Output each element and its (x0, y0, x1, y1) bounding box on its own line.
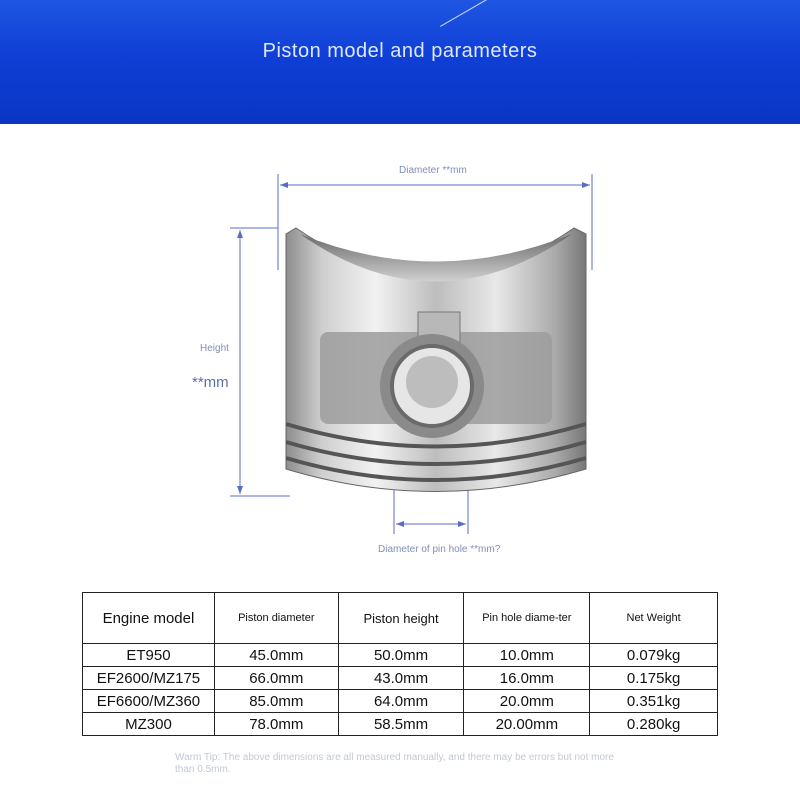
table-cell: ET950 (83, 644, 215, 667)
header-banner (0, 0, 800, 124)
piston-spec-table (82, 592, 718, 736)
piston-body (286, 228, 586, 492)
banner-light-streak (440, 0, 501, 27)
table-cell: 66.0mm (214, 667, 338, 690)
table-cell: 0.079kg (590, 644, 718, 667)
table-cell: 50.0mm (338, 644, 464, 667)
table-cell: 0.351kg (590, 690, 718, 713)
table-cell: 16.0mm (464, 667, 590, 690)
header-net-weight: Net Weight (590, 593, 718, 644)
table-cell: 85.0mm (214, 690, 338, 713)
table-cell: 20.00mm (464, 713, 590, 736)
table-cell: 10.0mm (464, 644, 590, 667)
table-cell: 64.0mm (338, 690, 464, 713)
header-engine-model: Engine model (83, 593, 215, 644)
pin-hole-label: Diameter of pin hole **mm? (378, 544, 501, 555)
table-row (83, 713, 718, 736)
table-cell: 45.0mm (214, 644, 338, 667)
header-piston-diameter: Piston diameter (214, 593, 338, 644)
table-cell: 78.0mm (214, 713, 338, 736)
header-piston-height: Piston height (338, 593, 464, 644)
page-title: Piston model and parameters (262, 40, 538, 62)
table-cell: 0.280kg (590, 713, 718, 736)
warm-tip: Warm Tip: The above dimensions are all measured manually, and there may be errors but not more than 0.5mm. (175, 752, 614, 775)
height-label: Height (200, 343, 229, 354)
table-cell: MZ300 (83, 713, 215, 736)
table-cell: EF2600/MZ175 (83, 667, 215, 690)
diameter-label: Diameter **mm (399, 165, 467, 176)
table-cell: 0.175kg (590, 667, 718, 690)
height-value: **mm (192, 374, 229, 391)
table-cell: 20.0mm (464, 690, 590, 713)
header-pin-hole-diameter: Pin hole diame-ter (464, 593, 590, 644)
table-cell: 58.5mm (338, 713, 464, 736)
table-header-row (83, 593, 718, 644)
table-row (83, 644, 718, 667)
table-row (83, 667, 718, 690)
piston-illustration (0, 124, 800, 584)
table-row (83, 690, 718, 713)
table-cell: EF6600/MZ360 (83, 690, 215, 713)
piston-diagram (0, 124, 800, 584)
table-cell: 43.0mm (338, 667, 464, 690)
